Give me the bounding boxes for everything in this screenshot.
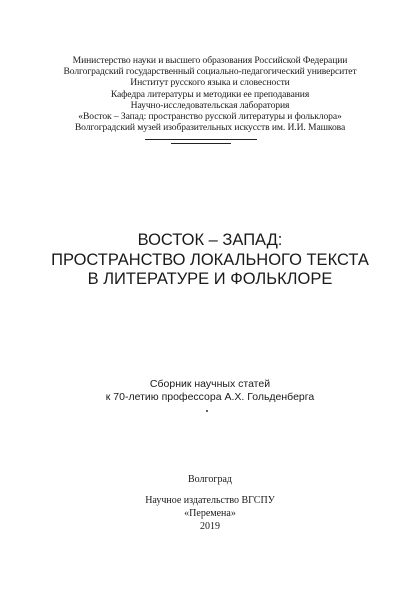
header-line-department: Кафедра литературы и методики ее преподавания xyxy=(110,88,310,100)
imprint-city: Волгоград xyxy=(187,474,232,485)
header-line-institute: Институт русского языка и словесности xyxy=(130,77,290,89)
book-subtitle-line-2: к 70-летию профессора А.Х. Гольденберга xyxy=(105,390,315,403)
book-subtitle-line-1: Сборник научных статей xyxy=(149,378,271,390)
header-line-museum: Волгоградский музей изобразительных искусств им. И.И. Машкова xyxy=(74,122,346,134)
header-line-university: Волгоградский государственный социально-педагогический университет xyxy=(63,66,357,78)
institution-header xyxy=(0,55,420,133)
decorative-dot xyxy=(206,410,208,412)
header-line-laboratory-name: «Восток – Запад: пространство русской литературы и фольклора» xyxy=(78,111,342,123)
book-title xyxy=(0,231,420,290)
imprint-block xyxy=(0,473,420,533)
header-line-laboratory: Научно-исследовательская лаборатория xyxy=(130,99,290,111)
header-divider xyxy=(145,139,257,140)
book-title-line-3: В ЛИТЕРАТУРЕ И ФОЛЬКЛОРЕ xyxy=(87,270,333,288)
book-title-line-1: ВОСТОК – ЗАПАД: xyxy=(137,231,283,249)
imprint-year: 2019 xyxy=(200,521,220,532)
header-divider-short xyxy=(171,143,231,144)
book-title-line-2: ПРОСТРАНСТВО ЛОКАЛЬНОГО ТЕКСТА xyxy=(51,250,369,269)
book-subtitle xyxy=(0,378,420,403)
imprint-publisher: Научное издательство ВГСПУ xyxy=(145,495,275,506)
header-line-ministry: Министерство науки и высшего образования Российской Федерации xyxy=(72,55,348,66)
imprint-name: «Перемена» xyxy=(184,508,236,519)
